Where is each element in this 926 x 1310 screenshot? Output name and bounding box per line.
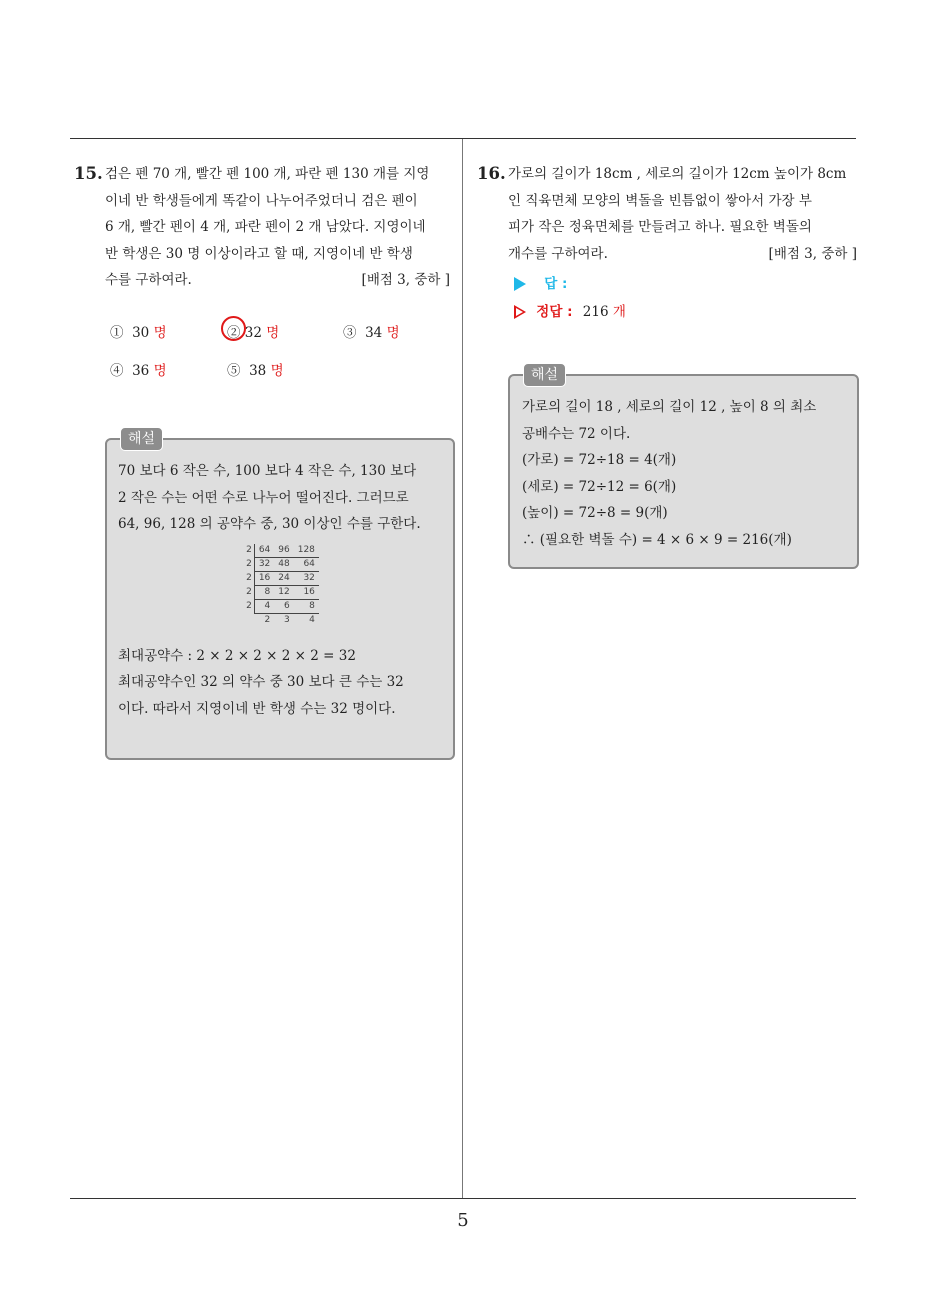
choice-unit: 명 — [153, 325, 167, 341]
solution-box-16 — [508, 367, 859, 569]
question-line: 6 개, 빨간 펜이 4 개, 파란 펜이 2 개 남았다. 지영이네 — [105, 219, 426, 235]
outline-triangle-icon — [514, 305, 526, 319]
cell: 8 — [254, 585, 274, 599]
score-label: [배점 3, 중하 ] — [768, 245, 857, 262]
choice-4[interactable] — [110, 359, 167, 379]
cell: 2 — [264, 614, 271, 625]
solution-line: 최대공약수 : 2 × 2 × 2 × 2 × 2 = 32 — [118, 647, 356, 664]
solution-line: (가로) = 72÷18 = 4(개) — [522, 452, 677, 468]
solution-tag: 해설 — [120, 427, 163, 451]
correct-answer-row — [514, 300, 626, 320]
cell: 24 — [274, 571, 293, 585]
filled-triangle-icon — [514, 277, 526, 291]
correct-label: 정답 : — [536, 304, 573, 320]
choice-value: 30 — [132, 325, 150, 341]
solution-box-15 — [105, 431, 455, 760]
choice-mark: ③ — [343, 325, 357, 341]
divisor: 2 — [246, 572, 252, 583]
choice-mark: ① — [110, 325, 124, 341]
question-text — [105, 161, 450, 294]
divisor: 2 — [246, 544, 252, 555]
choice-unit: 명 — [153, 363, 167, 379]
solution-line: ∴ (필요한 벽돌 수) = 4 × 6 × 9 = 216(개) — [522, 531, 792, 548]
cell: 32 — [254, 557, 274, 571]
question-line: 피가 작은 정육면체를 만들려고 하나. 필요한 벽돌의 — [508, 219, 812, 235]
correct-unit: 개 — [612, 304, 626, 320]
cell: 16 — [294, 585, 319, 599]
choice-2[interactable] — [227, 321, 279, 341]
solution-line: 2 작은 수는 어떤 수로 나누어 떨어진다. 그러므로 — [118, 489, 409, 506]
divisor: 2 — [246, 600, 252, 611]
choice-unit: 명 — [270, 363, 284, 379]
question-line: 반 학생은 30 명 이상이라고 할 때, 지영이네 반 학생 — [105, 245, 413, 262]
cell: 12 — [274, 585, 293, 599]
solution-line: 공배수는 72 이다. — [522, 425, 631, 442]
cell: 96 — [274, 544, 293, 558]
question-line: 수를 구하여라. — [105, 272, 192, 288]
divisor — [242, 613, 254, 627]
choice-value: 34 — [365, 325, 383, 341]
question-text — [508, 161, 857, 267]
divisor: 2 — [246, 558, 252, 569]
cell: 128 — [294, 544, 319, 558]
solution-line: 가로의 길이 18 , 세로의 길이 12 , 높이 8 의 최소 — [522, 399, 817, 415]
cell: 8 — [294, 599, 319, 613]
solution-line: 64, 96, 128 의 공약수 중, 30 이상인 수를 구한다. — [118, 516, 421, 532]
answer-row — [514, 272, 567, 292]
bottom-rule — [70, 1198, 856, 1199]
solution-line: (세로) = 72÷12 = 6(개) — [522, 478, 677, 495]
answer-label: 답 : — [544, 276, 568, 292]
cell: 64 — [294, 557, 319, 571]
choice-mark: ② — [227, 325, 241, 341]
question-line: 이네 반 학생들에게 똑같이 나누어주었더니 검은 펜이 — [105, 192, 418, 209]
choice-value: 38 — [249, 363, 267, 379]
question-number: 16. — [477, 164, 506, 183]
correct-value: 216 — [582, 304, 609, 320]
column-divider — [462, 139, 463, 1198]
page-number: 5 — [457, 1210, 469, 1231]
solution-text — [107, 440, 453, 722]
cell: 64 — [254, 544, 274, 558]
choice-unit: 명 — [266, 325, 280, 341]
cell: 32 — [294, 571, 319, 585]
solution-text — [510, 376, 857, 553]
division-ladder — [242, 544, 319, 627]
choice-value: 36 — [132, 363, 150, 379]
question-15 — [74, 161, 456, 294]
solution-line: 최대공약수인 32 의 약수 중 30 보다 큰 수는 32 — [118, 674, 404, 690]
question-number: 15. — [74, 164, 103, 183]
solution-line: 70 보다 6 작은 수, 100 보다 4 작은 수, 130 보다 — [118, 463, 417, 479]
solution-tag: 해설 — [523, 363, 566, 387]
choice-5[interactable] — [227, 359, 284, 379]
top-rule — [70, 138, 856, 139]
score-label: [배점 3, 중하 ] — [361, 272, 450, 288]
question-line: 인 직육면체 모양의 벽돌을 빈틈없이 쌓아서 가장 부 — [508, 192, 812, 209]
question-16 — [477, 161, 859, 267]
choice-mark: ⑤ — [227, 363, 241, 379]
cell: 4 — [254, 599, 274, 613]
divisor: 2 — [246, 586, 252, 597]
solution-line: 이다. 따라서 지영이네 반 학생 수는 32 명이다. — [118, 700, 396, 717]
choice-value: 32 — [244, 325, 262, 341]
cell: 6 — [274, 599, 293, 613]
cell: 48 — [274, 557, 293, 571]
question-line: 가로의 길이가 18cm , 세로의 길이가 12cm 높이가 8cm — [508, 166, 847, 182]
cell: 4 — [309, 614, 315, 625]
solution-line: (높이) = 72÷8 = 9(개) — [522, 505, 668, 521]
choice-1[interactable] — [110, 321, 167, 341]
question-line: 개수를 구하여라. — [508, 245, 608, 262]
question-line: 검은 펜 70 개, 빨간 펜 100 개, 파란 펜 130 개를 지영 — [105, 166, 430, 182]
cell: 3 — [283, 614, 290, 625]
cell: 16 — [254, 571, 274, 585]
choice-unit: 명 — [386, 325, 400, 341]
choice-3[interactable] — [343, 321, 400, 341]
choice-mark: ④ — [110, 363, 124, 379]
